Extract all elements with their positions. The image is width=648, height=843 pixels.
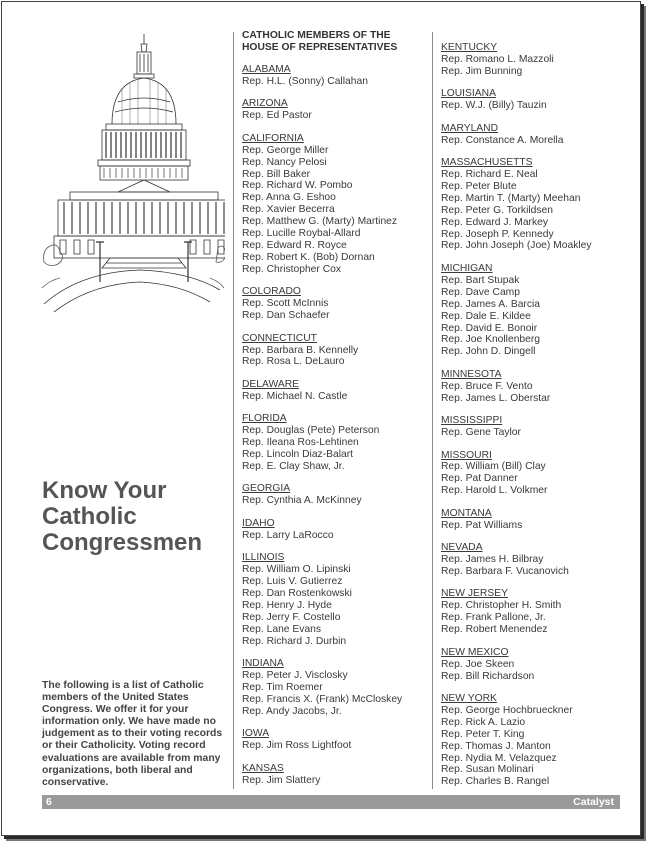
state-section xyxy=(441,263,631,358)
list-heading-line: CATHOLIC MEMBERS OF THE xyxy=(242,30,391,41)
member-name: Rep. Bill Richardson xyxy=(441,670,535,682)
member-name: Rep. Bill Baker xyxy=(242,168,311,180)
member-name: Rep. Gene Taylor xyxy=(441,427,521,439)
member-name: Rep. Joe Knollenberg xyxy=(441,334,541,346)
state-name: NEW YORK xyxy=(441,693,497,704)
title-line: Know Your xyxy=(42,477,167,504)
state-name: MISSISSIPPI xyxy=(441,415,503,427)
member-name: Rep. Henry J. Hyde xyxy=(242,599,332,611)
member-name: Rep. Ileana Ros-Lehtinen xyxy=(242,437,359,449)
state-name: CALIFORNIA xyxy=(242,132,304,144)
member-name: Rep. Constance A. Morella xyxy=(441,134,564,146)
state-name: NEW JERSEY xyxy=(441,588,508,600)
state-name: CONNECTICUT xyxy=(242,332,317,344)
member-name: Rep. Peter G. Torkildsen xyxy=(441,204,553,216)
state-name: LOUISIANA xyxy=(441,88,496,100)
state-name: COLORADO xyxy=(242,286,301,298)
member-name: Rep. Susan Molinari xyxy=(441,764,534,776)
state-name: IOWA xyxy=(242,728,270,740)
member-name: Rep. Richard W. Pombo xyxy=(242,180,353,192)
state-name: MARYLAND xyxy=(441,122,499,134)
member-name: Rep. Frank Pallone, Jr. xyxy=(441,612,546,624)
state-list xyxy=(441,42,631,788)
member-name: Rep. Pat Danner xyxy=(441,473,518,485)
member-name: Rep. Richard E. Neal xyxy=(441,169,538,181)
member-name: Rep. William (Bill) Clay xyxy=(441,461,546,473)
member-name: Rep. Dan Schaefer xyxy=(242,310,330,322)
column-divider xyxy=(432,32,433,789)
state-section xyxy=(441,450,631,498)
state-name: FLORIDA xyxy=(242,413,287,425)
member-name: Rep. Matthew G. (Marty) Martinez xyxy=(242,216,398,228)
member-name: Rep. William O. Lipinski xyxy=(242,564,351,576)
member-name: Rep. Lucille Roybal-Allard xyxy=(242,228,361,240)
member-name: Rep. W.J. (Billy) Tauzin xyxy=(441,100,547,112)
capitol-building-illustration xyxy=(40,32,225,312)
member-name: Rep. Barbara B. Kennelly xyxy=(242,344,359,356)
member-name: Rep. Anna G. Eshoo xyxy=(242,192,336,204)
state-list xyxy=(242,64,428,786)
member-name: Rep. James L. Oberstar xyxy=(441,392,551,404)
member-name: Rep. Lincoln Diaz-Balart xyxy=(242,449,354,461)
state-section xyxy=(242,379,428,403)
member-name: Rep. E. Clay Shaw, Jr. xyxy=(242,460,345,472)
column-divider xyxy=(233,32,234,789)
state-name: INDIANA xyxy=(242,658,284,670)
state-name: MONTANA xyxy=(441,507,492,519)
member-name: Rep. Cynthia A. McKinney xyxy=(242,495,362,507)
member-name: Rep. Ed Pastor xyxy=(242,110,312,122)
state-section xyxy=(242,333,428,369)
member-name: Rep. James A. Barcia xyxy=(441,298,541,310)
state-section xyxy=(441,88,631,112)
state-name: ARIZONA xyxy=(242,98,288,110)
state-name: KENTUCKY xyxy=(441,42,498,53)
member-name: Rep. Bruce F. Vento xyxy=(441,380,533,392)
member-name: Rep. John Joseph (Joe) Moakley xyxy=(441,240,592,252)
state-section xyxy=(242,64,428,88)
member-name: Rep. Dale E. Kildee xyxy=(441,310,531,322)
state-section xyxy=(441,123,631,147)
member-name: Rep. Michael N. Castle xyxy=(242,390,348,402)
state-section xyxy=(441,647,631,683)
member-name: Rep. Dave Camp xyxy=(441,286,520,298)
member-name: Rep. Pat Williams xyxy=(441,519,523,531)
member-name: Rep. Jerry F. Costello xyxy=(242,611,341,623)
state-name: MASSACHUSETTS xyxy=(441,157,533,169)
member-name: Rep. Luis V. Gutierrez xyxy=(242,576,343,588)
member-name: Rep. David E. Bonoir xyxy=(441,322,538,334)
member-name: Rep. Edward J. Markey xyxy=(441,216,549,228)
member-name: Rep. Harold L. Volkmer xyxy=(441,485,548,497)
state-section xyxy=(441,157,631,252)
state-name: IDAHO xyxy=(242,517,275,529)
member-name: Rep. Romano L. Mazzoli xyxy=(441,53,554,65)
member-name: Rep. Nydia M. Velazquez xyxy=(441,752,557,764)
member-name: Rep. H.L. (Sonny) Callahan xyxy=(242,75,368,87)
member-name: Rep. Jim Slattery xyxy=(242,774,321,786)
state-section xyxy=(242,518,428,542)
member-name: Rep. Nancy Pelosi xyxy=(242,156,327,168)
member-name: Rep. George Hochbrueckner xyxy=(441,704,573,716)
state-name: NEVADA xyxy=(441,542,483,554)
state-section xyxy=(441,508,631,532)
list-heading xyxy=(242,30,428,54)
state-section xyxy=(242,552,428,647)
member-name: Rep. Lane Evans xyxy=(242,623,321,635)
member-name: Rep. Charles B. Rangel xyxy=(441,776,550,788)
members-column-2 xyxy=(441,42,631,799)
state-section xyxy=(441,542,631,578)
member-name: Rep. Jim Ross Lightfoot xyxy=(242,740,352,752)
member-name: Rep. Martin T. (Marty) Meehan xyxy=(441,192,581,204)
state-section xyxy=(242,763,428,787)
member-name: Rep. Francis X. (Frank) McCloskey xyxy=(242,693,403,705)
member-name: Rep. Joseph P. Kennedy xyxy=(441,228,554,240)
intro-paragraph: The following is a list of Catholic members of the United States Congress. We offer it for your information only. We have made no judgement as to their voting records or their Catholicity. Voting record evaluations are available from many organizations, both liberal and conservative. xyxy=(42,680,223,788)
state-section xyxy=(441,693,631,788)
member-name: Rep. Douglas (Pete) Peterson xyxy=(242,425,380,437)
state-name: MINNESOTA xyxy=(441,368,502,380)
member-name: Rep. Rosa L. DeLauro xyxy=(242,356,345,368)
title-line: Catholic xyxy=(42,503,137,530)
member-name: Rep. Xavier Becerra xyxy=(242,204,335,216)
member-name: Rep. Dan Rostenkowski xyxy=(242,587,352,599)
footer-bar xyxy=(42,795,620,809)
state-section xyxy=(242,413,428,473)
member-name: Rep. Andy Jacobs, Jr. xyxy=(242,705,342,717)
member-name: Rep. Peter T. King xyxy=(441,728,525,740)
member-name: Rep. Richard J. Durbin xyxy=(242,635,347,647)
member-name: Rep. Jim Bunning xyxy=(441,65,523,77)
member-name: Rep. Barbara F. Vucanovich xyxy=(441,565,569,577)
member-name: Rep. Joe Skeen xyxy=(441,658,515,670)
state-name: DELAWARE xyxy=(242,378,300,390)
state-section xyxy=(441,369,631,405)
publication-name: Catalyst xyxy=(573,796,614,808)
page-title xyxy=(42,478,227,556)
state-name: MISSOURI xyxy=(441,449,492,461)
member-name: Rep. Peter J. Visclosky xyxy=(242,670,348,681)
state-section xyxy=(242,98,428,122)
state-section xyxy=(242,728,428,752)
state-section xyxy=(242,658,428,718)
member-name: Rep. Bart Stupak xyxy=(441,274,520,286)
state-section xyxy=(441,415,631,439)
member-name: Rep. Christopher Cox xyxy=(242,263,342,275)
member-name: Rep. John D. Dingell xyxy=(441,346,536,358)
state-section xyxy=(242,133,428,276)
state-name: GEORGIA xyxy=(242,483,291,495)
page-number: 6 xyxy=(46,796,52,808)
member-name: Rep. Tim Roemer xyxy=(242,681,323,693)
member-name: Rep. Edward R. Royce xyxy=(242,239,347,251)
state-name: ALABAMA xyxy=(242,64,291,75)
member-name: Rep. Robert Menendez xyxy=(441,624,548,636)
state-section xyxy=(441,588,631,636)
state-section xyxy=(242,483,428,507)
member-name: Rep. Scott McInnis xyxy=(242,298,329,310)
member-name: Rep. James H. Bilbray xyxy=(441,554,544,566)
title-line: Congressmen xyxy=(42,529,203,556)
state-section xyxy=(441,42,631,78)
state-name: ILLINOIS xyxy=(242,552,285,564)
member-name: Rep. Christopher H. Smith xyxy=(441,600,562,612)
member-name: Rep. Peter Blute xyxy=(441,180,517,192)
state-section xyxy=(242,286,428,322)
members-column-1 xyxy=(242,30,428,797)
state-name: MICHIGAN xyxy=(441,262,493,274)
member-name: Rep. Thomas J. Manton xyxy=(441,740,551,752)
member-name: Rep. Rick A. Lazio xyxy=(441,716,526,728)
member-name: Rep. Larry LaRocco xyxy=(242,529,334,541)
member-name: Rep. Robert K. (Bob) Dornan xyxy=(242,251,375,263)
member-name: Rep. George Miller xyxy=(242,144,329,156)
state-name: NEW MEXICO xyxy=(441,646,509,658)
list-heading-line: HOUSE OF REPRESENTATIVES xyxy=(242,42,398,53)
state-name: KANSAS xyxy=(242,762,284,774)
page xyxy=(1,1,641,836)
